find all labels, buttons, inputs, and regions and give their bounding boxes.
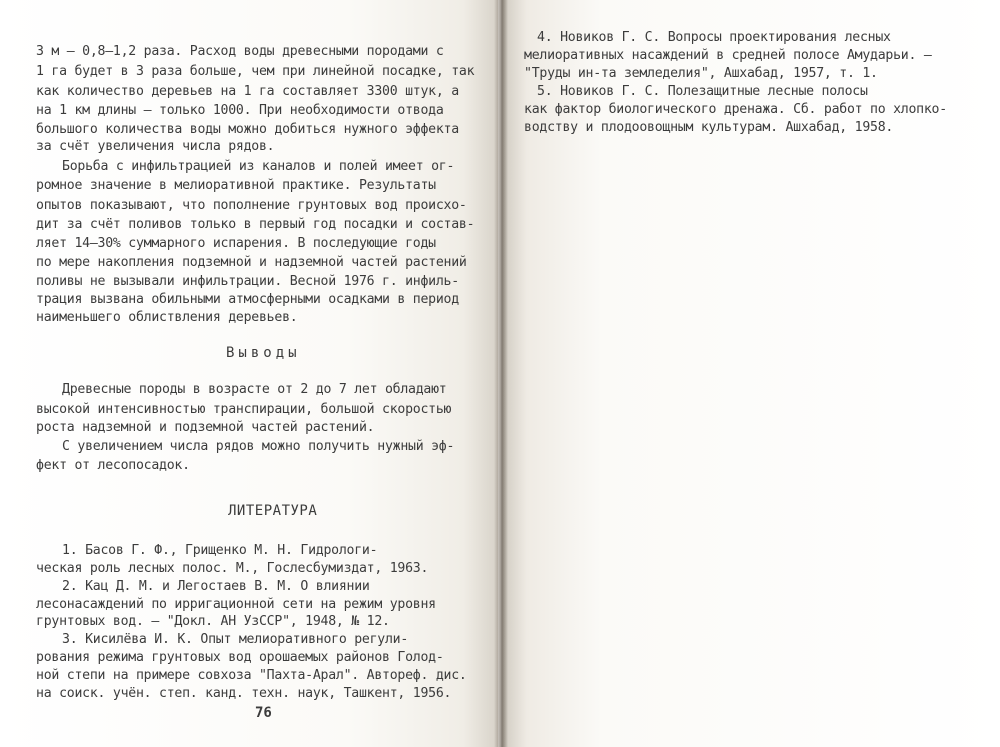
body-line: Борьба с инфильтрацией из каналов и полей имеет ог- <box>62 159 455 174</box>
reference-line: 4. Новиков Г. С. Вопросы проектирования лесных <box>537 30 891 45</box>
reference-line: на соиск. учён. степ. канд. техн. наук, Ташкент, 1956. <box>36 686 452 701</box>
reference-line: 5. Новиков Г. С. Полезащитные лесные полосы <box>537 84 868 99</box>
body-line: большого количества воды можно добиться нужного эффекта <box>36 122 459 137</box>
left-page <box>0 0 498 747</box>
body-line: как количество деревьев на 1 га составляет 3300 штук, а <box>36 84 459 99</box>
body-line: ромное значение в мелиоративной практике. Результаты <box>36 178 436 193</box>
body-line: 1 га будет в 3 раза больше, чем при линейной посадке, так <box>36 64 475 79</box>
conclusions-line: Древесные породы в возрасте от 2 до 7 лет обладают <box>62 382 447 397</box>
reference-line: 1. Басов Г. Ф., Грищенко М. Н. Гидрологи- <box>62 543 378 558</box>
book-gutter <box>494 0 508 747</box>
reference-line: грунтовых вод. – "Докл. АН УзССР", 1948, № 12. <box>36 614 390 629</box>
reference-line: ной степи на примере совхоза "Пахта-Арал". Автореф. дис. <box>36 668 467 683</box>
reference-line: 2. Кац Д. М. и Легостаев В. М. О влиянии <box>62 579 370 594</box>
body-line: на 1 км длины – только 1000. При необходимости отвода <box>36 103 444 118</box>
conclusions-heading: Выводы <box>226 345 301 361</box>
reference-line: лесонасаждений по ирригационной сети на режим уровня <box>36 597 436 612</box>
reference-line: ческая роль лесных полос. М., Гослесбумиздат, 1963. <box>36 561 429 576</box>
body-line: трация вызвана обильными атмосферными осадками в период <box>36 292 459 307</box>
page-number: 76 <box>255 705 272 721</box>
body-line: дит за счёт поливов только в первый год посадки и состав- <box>36 217 475 232</box>
body-line: наименьшего облиствления деревьев. <box>36 310 298 325</box>
body-line: 3 м – 0,8–1,2 раза. Расход воды древесными породами с <box>36 44 444 59</box>
reference-line: "Труды ин-та земледелия", Ашхабад, 1957, т. 1. <box>524 66 878 81</box>
conclusions-line: высокой интенсивностью транспирации, большой скоростью <box>36 402 452 417</box>
right-page <box>502 0 1000 747</box>
literature-heading: ЛИТЕРАТУРА <box>228 503 318 519</box>
reference-line: 3. Кисилёва И. К. Опыт мелиоративного регули- <box>62 632 409 647</box>
reference-line: мелиоративных насаждений в средней полосе Амударьи. – <box>524 48 932 63</box>
body-line: по мере накопления подземной и надземной частей растений <box>36 255 467 270</box>
reference-line: как фактор биологического дренажа. Сб. работ по хлопко- <box>524 102 947 117</box>
body-line: за счёт увеличения числа рядов. <box>36 139 275 154</box>
reference-line: водству и плодоовощным культурам. Ашхабад, 1958. <box>524 120 894 135</box>
conclusions-line: фект от лесопосадок. <box>36 458 190 473</box>
body-line: поливы не вызывали инфильтрации. Весной 1976 г. инфиль- <box>36 274 459 289</box>
body-line: опытов показывают, что пополнение грунтовых вод происхо- <box>36 198 467 213</box>
conclusions-line: роста надземной и подземной частей растений. <box>36 420 375 435</box>
reference-line: рования режима грунтовых вод орошаемых районов Голод- <box>36 650 444 665</box>
body-line: ляет 14–30% суммарного испарения. В последующие годы <box>36 236 436 251</box>
conclusions-line: С увеличением числа рядов можно получить нужный эф- <box>62 439 455 454</box>
